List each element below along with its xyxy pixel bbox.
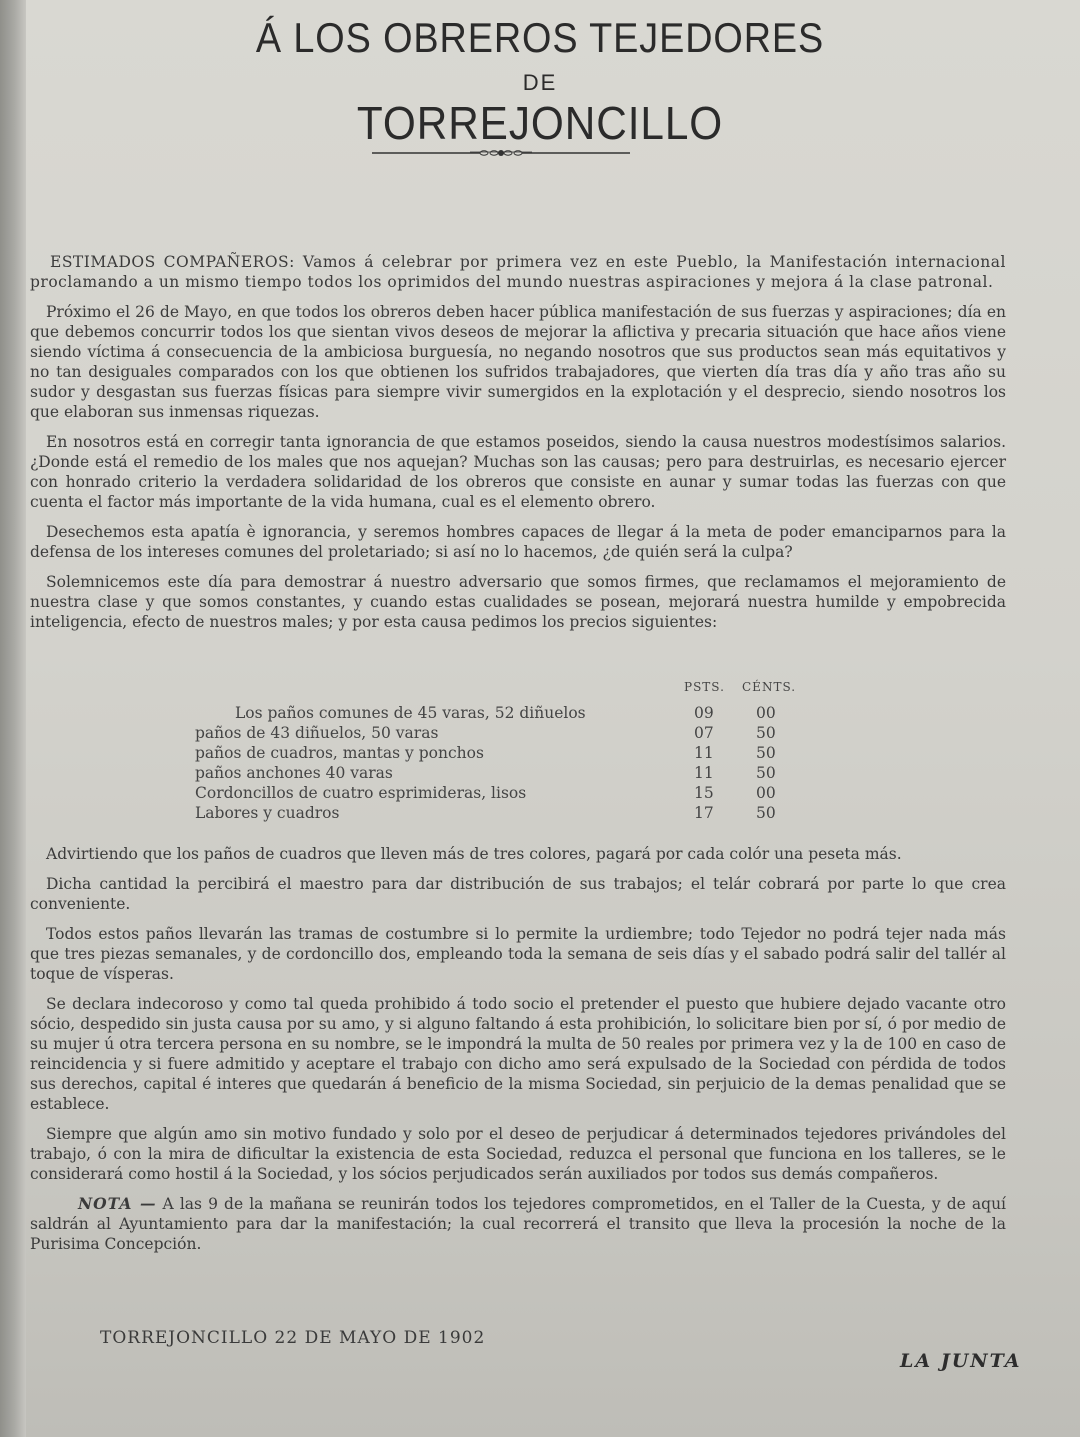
price-row [0,764,1080,784]
signature: LA JUNTA [900,1350,1022,1372]
price-centimos: 00 [756,704,776,722]
paragraph-colors: Advirtiendo que los paños de cuadros que lleven más de tres colores, pagará por cada colór una peseta más. [46,845,902,863]
price-item: Cordoncillos de cuatro esprimideras, lisos [195,784,527,802]
price-item: paños de cuadros, mantas y ponchos [195,744,484,762]
price-item: Los paños comunes de 45 varas, 52 diñuelos [235,704,586,722]
price-pesetas: 11 [694,764,714,782]
price-centimos: 50 [756,744,776,762]
price-pesetas: 17 [694,804,714,822]
paragraph-solemnize: Solemnicemos este día para demostrar á nuestro adversario que somos firmes, que reclamamos el mejoramiento de nuestra clase y que somos constantes, y cuando estas cualidades se posean, mejorará nuestra humilde y empobrecida inteligencia, efecto de nuestros males; y por esta causa pedimos los precios siguientes: [30,573,1006,631]
paragraph-may-26: Próximo el 26 de Mayo, en que todos los obreros deben hacer pública manifestación de sus fuerzas y aspiraciones; día en que debemos concurrir todos los que sientan vivos deseos de mejorar la aflictiva y precaria situación que hace años viene siendo víctima á consecuencia de la ambiciosa burguesía, no negando nosotros que sus productos sean más equitativos y no tan desiguales comparados con los que obtienen los sufridos trabajadores, que vierten día tras día y año tras año su sudor y desgastan sus fuerzas físicas para siempre vivir sumergidos en la explotación y el desprecio, siendo nosotros los que elaboran sus inmensas riquezas. [30,303,1006,421]
title-connector: DE [522,70,558,95]
price-item: paños anchones 40 varas [195,764,393,782]
paragraph-prohibition: Se declara indecoroso y como tal queda prohibido á todo socio el pretender el puesto que hubiere dejado vacante otro sócio, despedido sin justa causa por su amo, y si alguno faltando á esta prohibición, lo solicitare bien por sí, ó por medio de su mujer ú otra tercera persona en su nombre, se le impondrá la multa de 50 reales por primera vez y la de 100 en caso de reincidencia y si fuere admitido y aceptare el trabajo con dicho amo será expulsado de la Sociedad con pérdida de todos sus derechos, capital é interes que quedarán á beneficio de la misma Sociedad, sin perjuicio de la demas penalidad que se establece. [30,995,1006,1113]
price-row [0,724,1080,744]
title-line-1: Á LOS OBREROS TEJEDORES [255,14,825,61]
paragraph-weekly-pieces: Todos estos paños llevarán las tramas de costumbre si lo permite la urdiembre; todo Tejedor no podrá tejer nada más que tres piezas semanales, y de cordoncillo dos, empleando toda la semana de seis días y el sabado podrá salir del tallér al toque de vísperas. [30,925,1006,983]
price-pesetas: 11 [694,744,714,762]
paragraph-hostile-employer: Siempre que algún amo sin motivo fundado y solo por el deseo de perjudicar á determinados tejedores privándoles del trabajo, ó con la mira de dificultar la existencia de esta Sociedad, reduzca el personal que funciona en los talleres, se le considerará como hostil á la Sociedad, y los sócios perjudicados serán auxiliados por todos sus demás compañeros. [30,1125,1006,1183]
place-and-date: TORREJONCILLO 22 DE MAYO DE 1902 [100,1328,486,1348]
terms-text [30,844,1006,1264]
title-line-2: TORREJONCILLO [356,97,724,149]
price-row [0,744,1080,764]
price-pesetas: 15 [694,784,714,802]
price-pesetas: 07 [694,724,714,742]
price-centimos: 50 [756,764,776,782]
price-centimos: 00 [756,784,776,802]
price-item: paños de 43 diñuelos, 50 varas [195,724,439,742]
price-centimos: 50 [756,804,776,822]
paragraph-master: Dicha cantidad la percibirá el maestro para dar distribución de sus trabajos; el telár cobrará por parte lo que crea conveniente. [30,875,1006,913]
nota-paragraph [30,1194,1006,1254]
column-header-pesetas: PSTS. [684,680,725,694]
price-row [0,784,1080,804]
price-table-header [684,680,796,694]
paragraph-ignorance: En nosotros está en corregir tanta ignorancia de que estamos poseidos, siendo la causa nuestros modestísimos salarios. ¿Donde está el remedio de los males que nos aquejan? Muchas son las causas; pero para destruirlas, es necesario ejercer con honrado criterio la verdadera solidaridad de los obreros que consiste en aunar y sumar todas las fuerzas con que cuenta el factor más importante de la vida humana, cual es el elemento obrero. [30,433,1006,511]
price-pesetas: 09 [694,704,714,722]
price-row [0,704,1080,724]
price-row [0,804,1080,824]
paragraph-greeting: ESTIMADOS COMPAÑEROS: Vamos á celebrar por primera vez en este Pueblo, la Manifestación internacional proclamando a un mismo tiempo todos los oprimidos del mundo nuestras aspiraciones y mejora á la clase patronal. [30,253,1006,291]
paragraph-apathy: Desechemos esta apatía è ignorancia, y seremos hombres capaces de llegar á la meta de poder emanciparnos para la defensa de los intereses comunes del proletariado; si así no lo hacemos, ¿de quién será la culpa? [30,523,1006,561]
column-header-centimos: CÉNTS. [742,680,797,694]
price-centimos: 50 [756,724,776,742]
nota-text: A las 9 de la mañana se reunirán todos los tejedores comprometidos, en el Taller de la Cuesta, y de aquí saldrán al Ayuntamiento para dar la manifestación; la cual recorrerá el transito que lleva la procesión la noche de la Purisima Concepción. [30,1195,1007,1253]
nota-label: NOTA — [78,1194,157,1213]
ornament-divider [370,146,632,160]
price-item: Labores y cuadros [195,804,340,822]
body-text [30,252,1006,642]
